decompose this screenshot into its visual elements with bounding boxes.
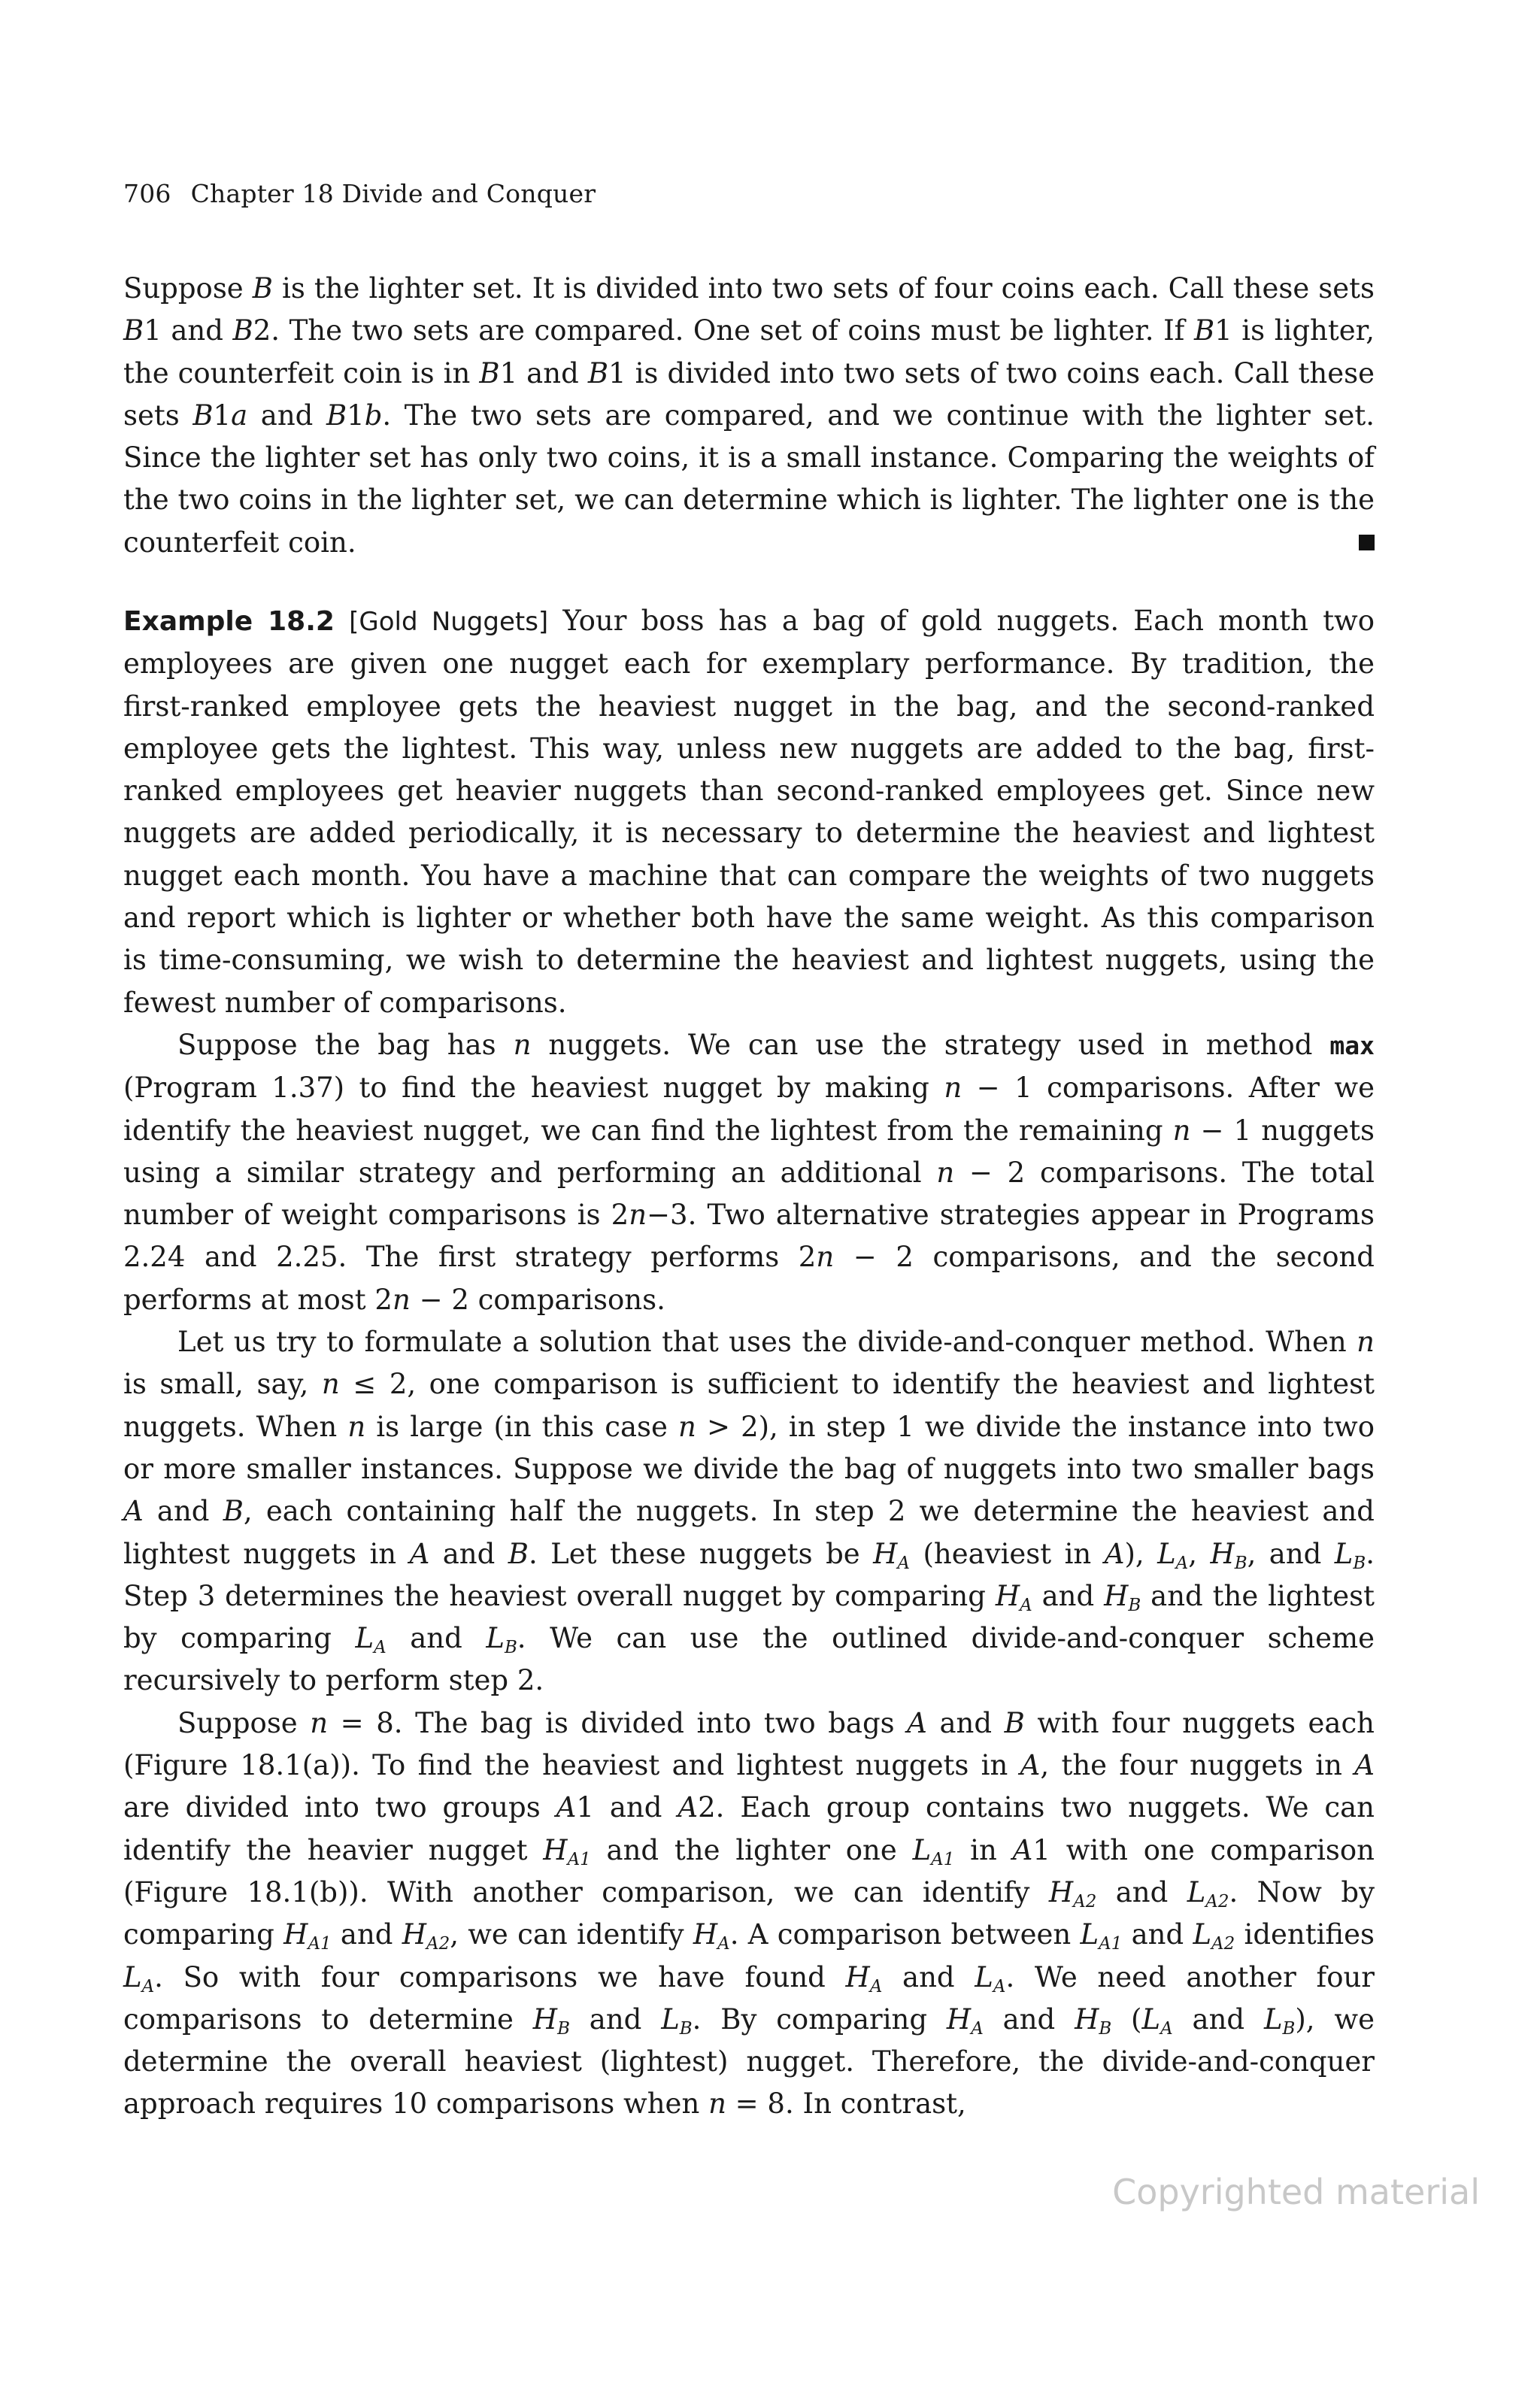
example-paragraph-1: Example 18.2 [Gold Nuggets] Your boss has a bag of gold nuggets. Each month two employees are given one nugget each for exemplary performance. By tradition, the first-ranked employee gets the heaviest nugget in the bag, and the second-ranked employee gets the lightest. This way, unless new nuggets are added to the bag, first-ranked employees get heavier nuggets than second-ranked employees get. Since new nuggets are added periodically, it is necessary to determine the heaviest and lightest nugget each month. You have a machine that can compare the weights of two nuggets and report which is lighter or whether both have the same weight. As this comparison is time-consuming, we wish to determine the heaviest and lightest nuggets, using the fewest number of comparisons. — [123, 605, 1375, 1019]
end-of-proof-mark — [1359, 535, 1375, 550]
running-header — [123, 177, 596, 211]
page-number: 706 — [123, 179, 171, 208]
example-label: Example 18.2 — [123, 606, 335, 637]
example-paragraph-3: Let us try to formulate a solution that uses the divide-and-conquer method. When n is small, say, n ≤ 2, one comparison is sufficient to identify the heaviest and lightest nuggets. When n is large (in this case n > 2), in step 1 we divide the instance into two or more smaller instances. Suppose we divide the bag of nuggets into two smaller bags A and B, each containing half the nuggets. In step 2 we determine the heaviest and lightest nuggets in A and B. Let these nuggets be $H_A$ (heaviest in A), $L_A$, $H_B$, and $L_B$. Step 3 determines the heaviest overall nugget by comparing $H_A$ and $H_B$ and the lightest by comparing $L_A$ and $L_B$. We can use the outlined divide-and-conquer scheme recursively to perform step 2. — [123, 1326, 1375, 1697]
paragraph-text: Suppose B is the lighter set. It is divided into two sets of four coins each. Call these sets B1 and B2. The two sets are compared. One set of coins must be lighter. If B1 is lighter, the counterfeit coin is in B1 and B1 is divided into two sets of two coins each. Call these sets B1a and B1b. The two sets are compared, and we continue with the lighter set. Since the lighter set has only two coins, it is a small instance. Comparing the weights of the two coins in the lighter set, we can determine which is lighter. The lighter one is the counterfeit coin. — [123, 272, 1375, 559]
example-paragraph-4: Suppose n = 8. The bag is divided into two bags A and B with four nuggets each (Figure 18.1(a)). To find the heaviest and lightest nuggets in A, the four nuggets in A are divided into two groups A1 and A2. Each group contains two nuggets. We can identify the heavier nugget $H_{A1}$ and the lighter one $L_{A1}$ in A1 with one comparison (Figure 18.1(b)). With another comparison, we can identify $H_{A2}$ and $L_{A2}$. Now by comparing $H_{A1}$ and $H_{A2}$, we can identify $H_A$. A comparison between $L_{A1}$ and $L_{A2}$ identifies $L_A$. So with four comparisons we have found $H_A$ and $L_A$. We need another four comparisons to determine $H_B$ and $L_B$. By comparing $H_A$ and $H_B$ ($L_A$ and $L_B$), we determine the overall heaviest (lightest) nugget. Therefore, the divide-and-conquer approach requires 10 comparisons when n = 8. In contrast, — [123, 1706, 1375, 2121]
paragraph-counterfeit-coin — [123, 268, 1375, 564]
copyright-watermark: Copyrighted material — [1112, 2172, 1480, 2212]
example-18-2 — [123, 600, 1375, 2126]
code-max: max — [1329, 1030, 1375, 1060]
running-title: Chapter 18 Divide and Conquer — [190, 179, 596, 208]
example-title: [Gold Nuggets] — [349, 607, 549, 637]
example-paragraph-2: Suppose the bag has n nuggets. We can use the strategy used in method max (Program 1.37) to find the heaviest nugget by making n − 1 comparisons. After we identify the heaviest nugget, we can find the lightest from the remaining n − 1 nuggets using a similar strategy and performing an additional n − 2 comparisons. The total number of weight comparisons is 2n−3. Two alternative strategies appear in Programs 2.24 and 2.25. The first strategy performs 2n − 2 comparisons, and the second performs at most 2n − 2 comparisons. — [123, 1028, 1375, 1316]
